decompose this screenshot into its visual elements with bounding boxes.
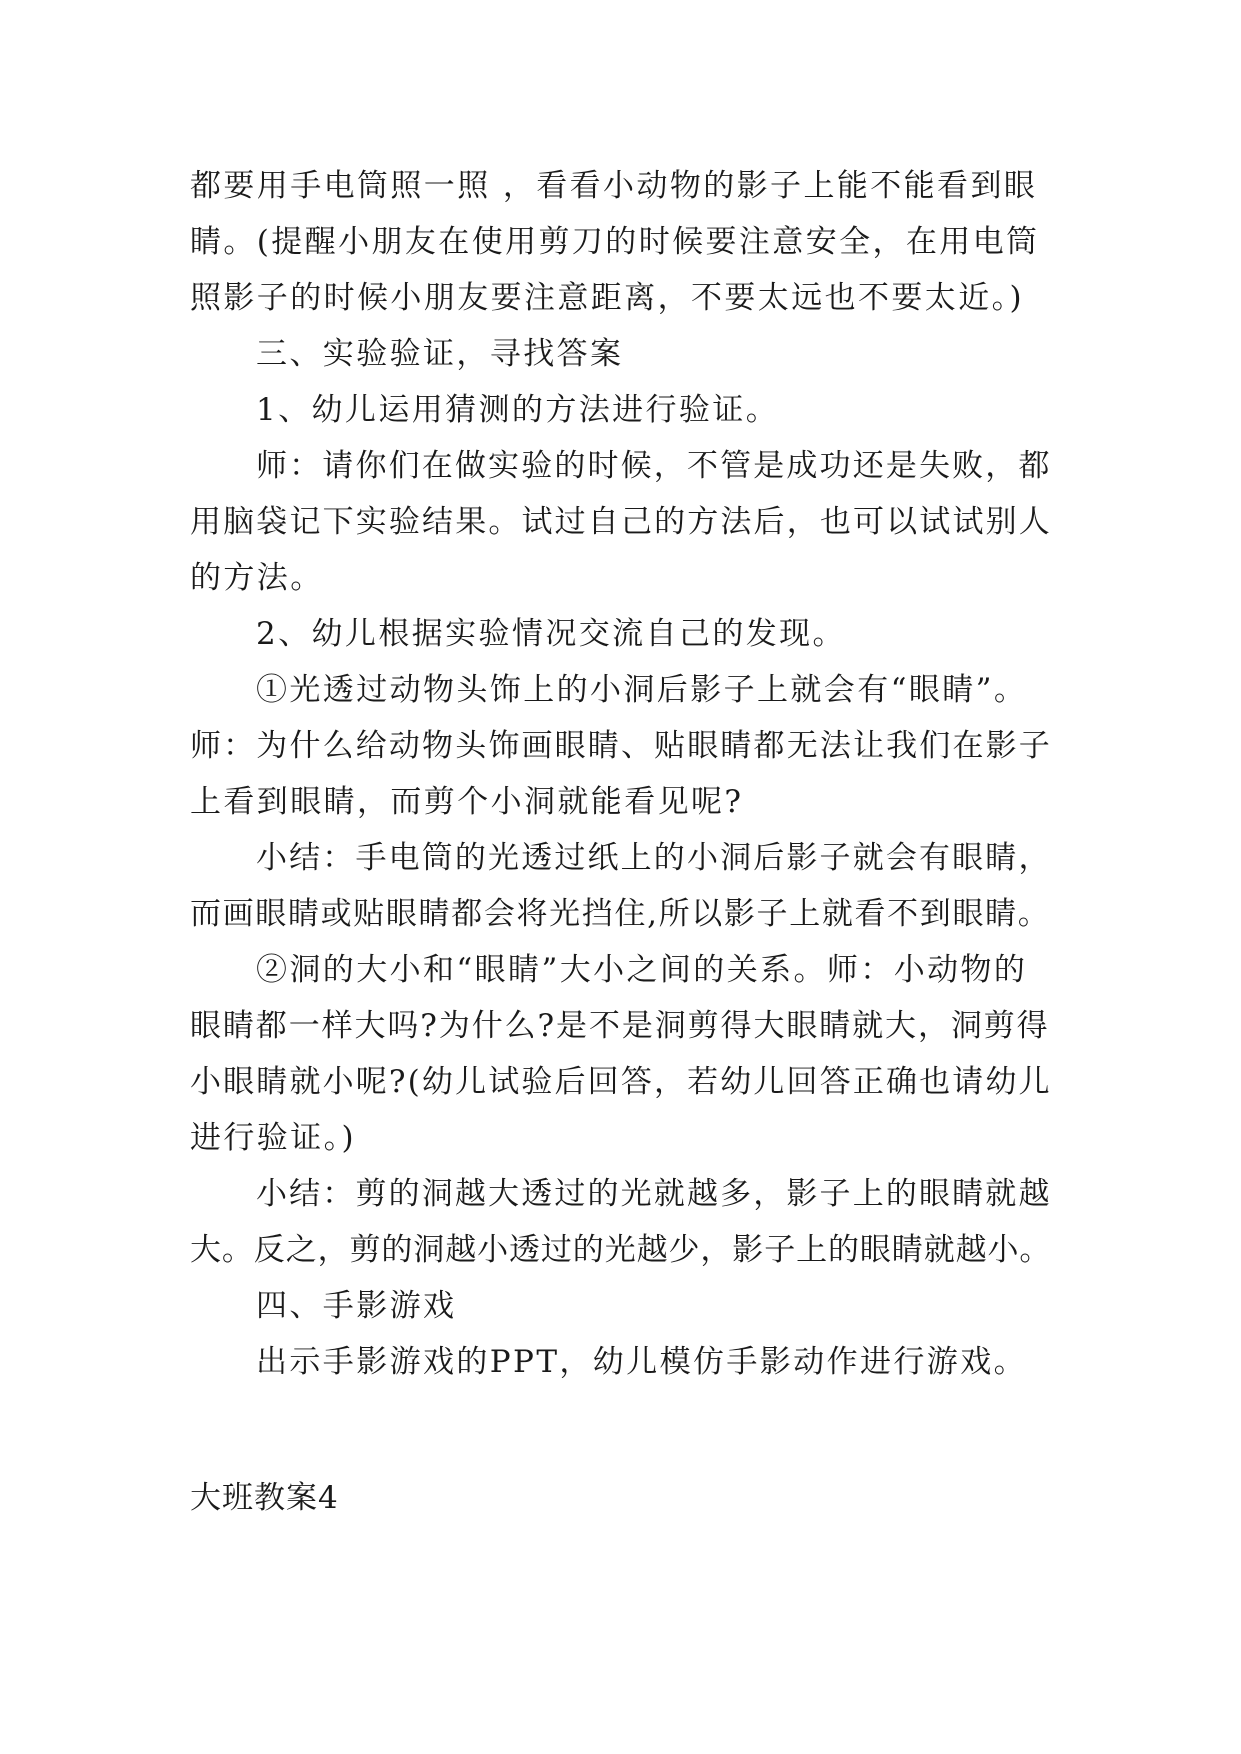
text-line: ②洞的大小和“眼睛”大小之间的关系。师：小动物的 — [256, 952, 1028, 988]
text-line: 眼睛都一样大吗?为什么?是不是洞剪得大眼睛就大，洞剪得 — [190, 1008, 1050, 1044]
text-line: 睛。(提醒小朋友在使用剪刀的时候要注意安全，在用电筒 — [190, 224, 1040, 260]
text-line: 用脑袋记下实验结果。试过自己的方法后，也可以试试别人 — [190, 504, 1052, 540]
text-line: 小眼睛就小呢?(幼儿试验后回答，若幼儿回答正确也请幼儿 — [190, 1064, 1052, 1100]
text-line: ①光透过动物头饰上的小洞后影子上就会有“眼睛”。 — [256, 672, 1028, 708]
text-line: 出示手影游戏的PPT，幼儿模仿手影动作进行游戏。 — [256, 1344, 1027, 1380]
next-section-title: 大班教案4 — [190, 1480, 339, 1516]
text-line: 而画眼睛或贴眼睛都会将光挡住,所以影子上就看不到眼睛。 — [190, 896, 1051, 932]
text-line: 进行验证。) — [190, 1120, 356, 1156]
text-line: 都要用手电筒照一照 ，看看小动物的影子上能不能看到眼 — [190, 168, 1038, 204]
text-line: 照影子的时候小朋友要注意距离，不要太远也不要太近。) — [190, 280, 1024, 316]
text-line: 小结：剪的洞越大透过的光就越多，影子上的眼睛就越 — [256, 1176, 1052, 1212]
section-heading: 四、手影游戏 — [256, 1288, 457, 1324]
section-heading: 三、实验验证，寻找答案 — [256, 336, 624, 372]
text-line: 师：请你们在做实验的时候，不管是成功还是失败，都 — [256, 448, 1052, 484]
text-line: 小结：手电筒的光透过纸上的小洞后影子就会有眼睛， — [256, 840, 1052, 876]
text-line: 2、幼儿根据实验情况交流自己的发现。 — [256, 616, 846, 652]
text-line: 上看到眼睛，而剪个小洞就能看见呢? — [190, 784, 744, 820]
text-line: 1、幼儿运用猜测的方法进行验证。 — [256, 392, 780, 428]
text-line: 的方法。 — [190, 560, 324, 596]
text-line: 大。反之，剪的洞越小透过的光越少，影子上的眼睛就越小。 — [190, 1232, 1052, 1268]
text-line: 师：为什么给动物头饰画眼睛、贴眼睛都无法让我们在影子 — [190, 728, 1052, 764]
